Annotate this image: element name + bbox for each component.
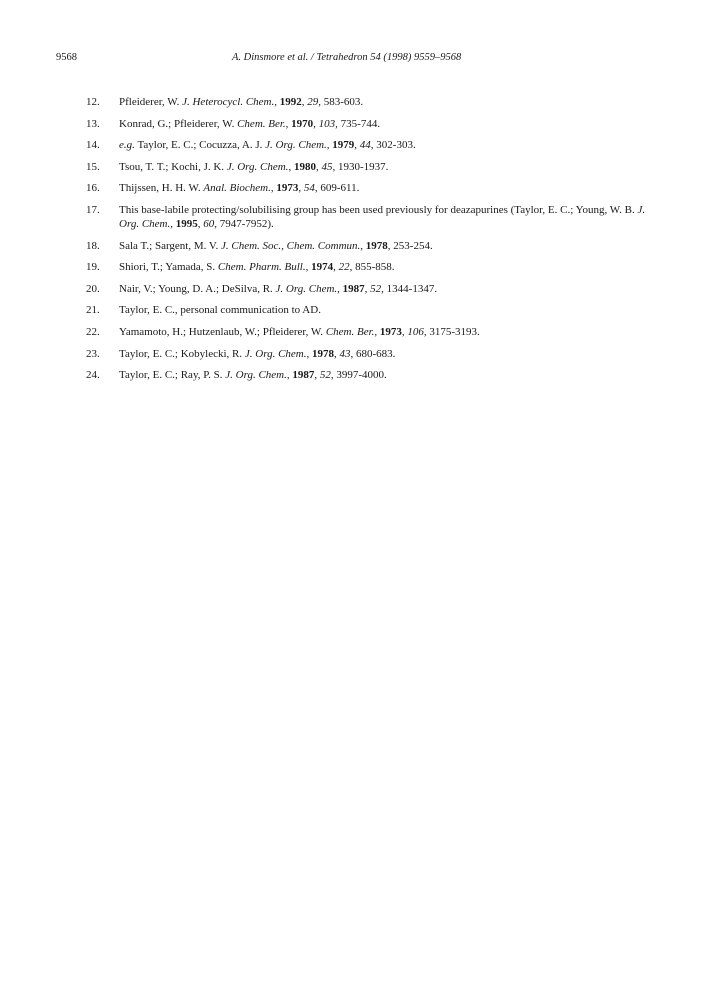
reference-item — [86, 347, 646, 361]
italic-segment: J. Org. Chem. — [265, 139, 327, 152]
text-segment: Taylor, E. C.; Kobylecki, R. — [119, 347, 245, 360]
italic-segment: 45 — [321, 160, 333, 173]
reference-item — [86, 303, 646, 317]
reference-item — [86, 138, 646, 152]
italic-segment: 106 — [407, 325, 424, 338]
text-segment: , — [306, 347, 313, 360]
reference-item — [86, 282, 646, 296]
text-segment: , — [313, 117, 319, 130]
italic-segment: Chem. Pharm. Bull. — [217, 261, 306, 274]
reference-text — [119, 348, 395, 360]
italic-segment: J. Org. Chem. — [244, 347, 307, 360]
reference-item — [86, 117, 646, 131]
text-segment: , — [285, 117, 292, 130]
text-segment: , — [274, 96, 280, 108]
bold-segment: 1992 — [279, 96, 302, 108]
text-segment: Yamamoto, H.; Hutzenlaub, W.; Pfleiderer, W. — [119, 325, 326, 338]
italic-segment: J. Heterocycl. Chem. — [182, 96, 275, 108]
reference-text — [119, 261, 395, 273]
text-segment: , — [286, 369, 293, 382]
italic-segment: 52 — [319, 369, 331, 382]
page-header — [56, 50, 646, 66]
text-segment: , — [326, 139, 333, 152]
reference-text — [119, 118, 380, 130]
running-head: A. Dinsmore et al. / Tetrahedron 54 (1998) 9559–9568 — [232, 52, 462, 63]
reference-text — [119, 326, 480, 338]
reference-text — [119, 182, 359, 194]
text-segment: , 735-744. — [335, 117, 381, 130]
italic-segment: Anal. Biochem. — [203, 182, 271, 195]
bold-segment: 1979 — [332, 139, 355, 152]
italic-segment: 54 — [303, 182, 315, 195]
text-segment: , — [197, 217, 204, 230]
text-segment: Shiori, T.; Yamada, S. — [119, 261, 218, 274]
italic-segment: J. Chem. Soc., Chem. Commun. — [220, 239, 361, 252]
bold-segment: 1973 — [379, 325, 402, 338]
reference-item — [86, 239, 646, 253]
reference-item — [86, 260, 646, 274]
text-segment: , 609-611. — [314, 182, 360, 195]
italic-segment: Chem. Ber. — [237, 117, 286, 130]
italic-segment: e.g. — [119, 139, 135, 152]
text-segment: , — [301, 96, 308, 108]
reference-text — [119, 369, 387, 381]
text-segment: This base-labile protecting/solubilising group has been used previously for deazapurines (Taylor, E. C.; Young, W. B. — [119, 203, 638, 216]
reference-item — [86, 95, 646, 109]
reference-item — [86, 181, 646, 195]
text-segment: Taylor, E. C.; Cocuzza, A. J. — [134, 139, 266, 152]
text-segment: , — [333, 261, 339, 274]
text-segment: Taylor, E. C., personal communication to AD. — [119, 304, 321, 317]
italic-segment: 60 — [203, 217, 215, 230]
text-segment: , — [360, 239, 366, 252]
bold-segment: 1970 — [291, 117, 314, 130]
text-segment: Thijssen, H. H. W. — [119, 182, 204, 195]
italic-segment: Chem. Ber. — [325, 325, 375, 338]
italic-segment: 103 — [318, 117, 336, 130]
reference-number: 23. — [86, 347, 100, 360]
italic-segment: J. Org. Chem. — [225, 369, 287, 382]
text-segment: , 302-303. — [370, 139, 416, 152]
reference-number: 12. — [86, 96, 100, 108]
text-segment: , — [334, 347, 340, 360]
reference-number: 20. — [86, 282, 100, 295]
reference-number: 15. — [86, 160, 100, 173]
reference-number: 21. — [86, 304, 100, 317]
text-segment: , — [364, 282, 371, 295]
text-segment: , — [354, 139, 360, 152]
text-segment: , — [305, 261, 312, 274]
bold-segment: 1978 — [312, 347, 335, 360]
text-segment: , 855-858. — [349, 261, 395, 274]
reference-text — [119, 161, 388, 173]
reference-number: 22. — [86, 325, 100, 338]
bold-segment: 1980 — [293, 160, 316, 173]
text-segment: , — [298, 182, 304, 195]
text-segment: , 7947-7952). — [214, 217, 274, 230]
reference-number: 14. — [86, 139, 100, 152]
text-segment: Taylor, E. C.; Ray, P. S. — [119, 369, 226, 382]
reference-text — [119, 204, 645, 230]
text-segment: , 1930-1937. — [332, 160, 389, 173]
text-segment: , 253-254. — [387, 239, 433, 252]
text-segment: , 583-603. — [318, 96, 364, 108]
bold-segment: 1978 — [365, 239, 388, 252]
text-segment: , 1344-1347. — [381, 282, 438, 295]
text-segment: , — [374, 325, 380, 338]
reference-text — [119, 283, 437, 295]
reference-item — [86, 368, 646, 382]
bold-segment: 1987 — [292, 369, 315, 382]
page-number: 9568 — [56, 52, 77, 63]
text-segment: , — [337, 282, 343, 295]
italic-segment: 29 — [307, 96, 319, 108]
text-segment: Pfleiderer, W. — [119, 96, 183, 108]
italic-segment: J. Org. Chem. — [275, 282, 338, 295]
text-segment: , 3175-3193. — [423, 325, 480, 338]
italic-segment: 43 — [339, 347, 351, 360]
text-segment: , — [170, 217, 176, 230]
bold-segment: 1995 — [175, 217, 198, 230]
bold-segment: 1974 — [311, 261, 334, 274]
text-segment: Konrad, G.; Pfleiderer, W. — [119, 117, 238, 130]
reference-number: 16. — [86, 182, 100, 195]
text-segment: , — [315, 160, 322, 173]
italic-segment: J. Org. Chem. — [226, 160, 289, 173]
reference-text — [119, 304, 321, 316]
reference-item — [86, 160, 646, 174]
reference-number: 13. — [86, 117, 100, 130]
text-segment: , 3997-4000. — [330, 369, 387, 382]
reference-number: 17. — [86, 203, 100, 216]
text-segment: Sala T.; Sargent, M. V. — [119, 239, 221, 252]
reference-item — [86, 325, 646, 339]
text-segment: Tsou, T. T.; Kochi, J. K. — [119, 160, 227, 173]
reference-number: 19. — [86, 261, 100, 274]
italic-segment: J. Org. Chem. — [119, 203, 646, 230]
text-segment: , 680-683. — [350, 347, 396, 360]
text-segment: , — [401, 325, 408, 338]
bold-segment: 1987 — [342, 282, 365, 295]
reference-number: 18. — [86, 239, 100, 252]
italic-segment: 52 — [370, 282, 382, 295]
text-segment: Nair, V.; Young, D. A.; DeSilva, R. — [119, 282, 276, 295]
italic-segment: 22 — [338, 261, 350, 274]
reference-list — [86, 95, 646, 390]
reference-text — [119, 139, 416, 151]
text-segment: , — [270, 182, 277, 195]
reference-number: 24. — [86, 369, 100, 382]
reference-text — [119, 240, 433, 252]
italic-segment: 44 — [359, 139, 371, 152]
reference-text — [119, 96, 363, 108]
text-segment: , — [288, 160, 294, 173]
reference-item — [86, 203, 646, 231]
bold-segment: 1973 — [276, 182, 299, 195]
text-segment: , — [314, 369, 320, 382]
